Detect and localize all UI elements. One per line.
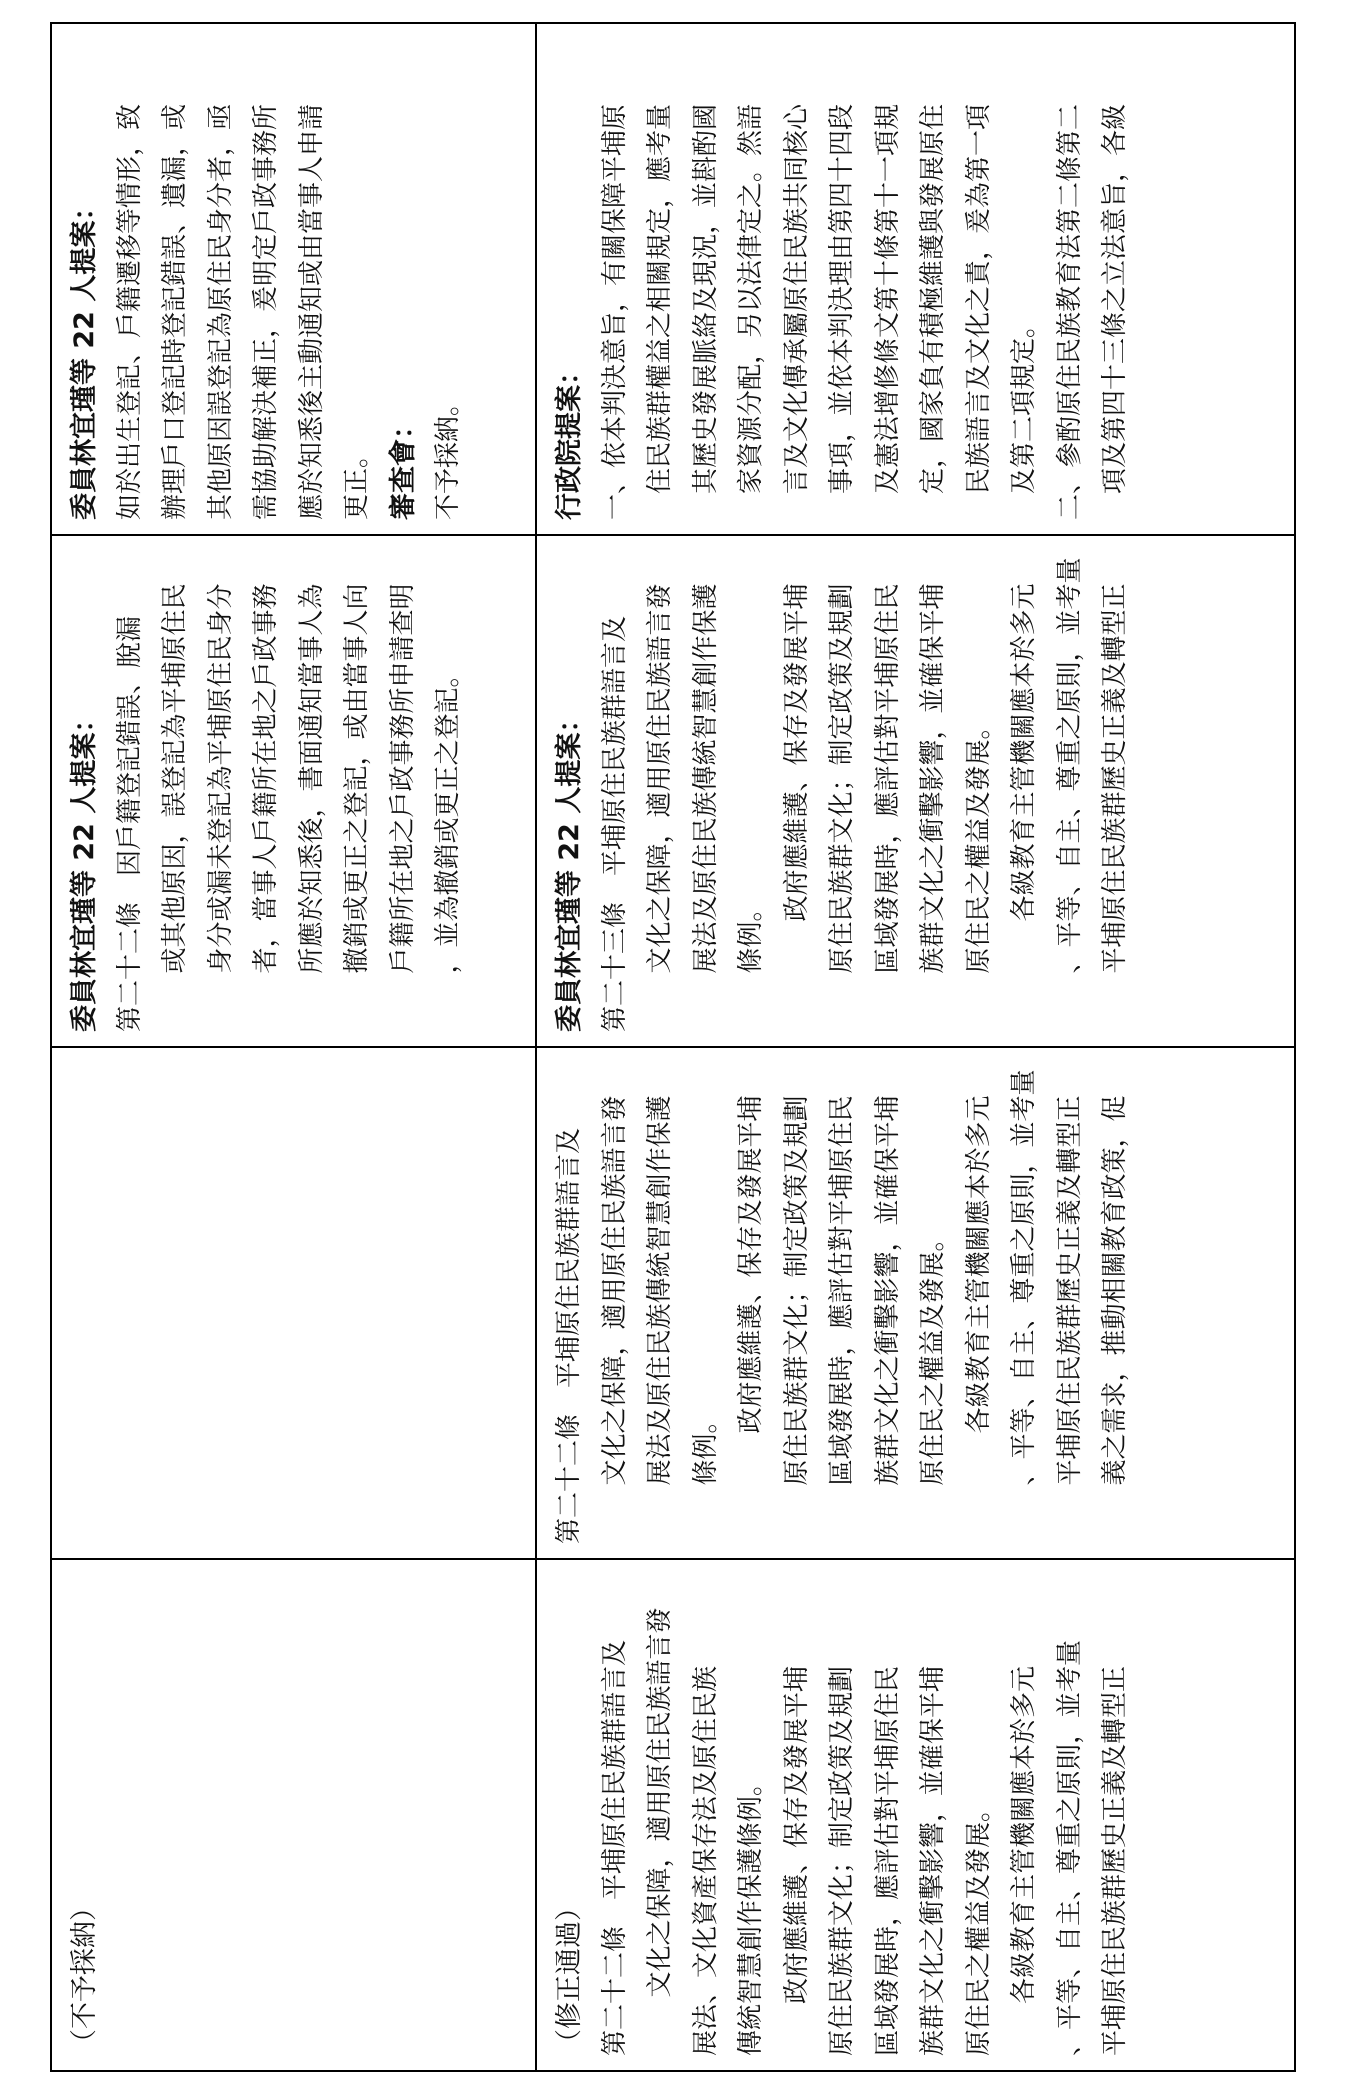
table-row [51,23,536,2071]
proposal-header: 行政院提案： [554,358,585,520]
text-line: ，並為撤銷或更正之登記。 [433,661,463,974]
text-line: 區域發展時，應評估對平埔原住民 [872,1665,903,2056]
text-line: 區域發展時，應評估對平埔原住民 [827,1095,857,1486]
text-line: 第二十二條 平埔原住民族群語言及 [554,1127,584,1544]
text-line: 言及文化傳承屬原住民族共同核心 [781,103,812,494]
text-line: 政府應維護、保存及發展平埔 [781,1665,812,2004]
text-line: 身分或漏未登記為平埔原住民身分 [205,583,236,974]
proposal-header: 委員林宜瑾等 22 人提案： [554,705,585,1032]
text-line: 文化之保障，適用原住民族語言發 [645,583,675,974]
cell-r2-c2 [536,1047,1295,1559]
text-line: 平埔原住民族群歷史正義及轉型正 [1054,1095,1085,1486]
text-line: 平埔原住民族群歷史正義及轉型正 [1100,583,1130,974]
text-line: 辦理戶口登記時登記錯誤、遺漏，或 [160,103,190,520]
text-line: 原住民之權益及發展。 [963,1795,994,2056]
text-line: 如於出生登記、戶籍遷移等情形，致 [114,103,145,520]
text-line: 族群文化之衝擊影響，並確保平埔 [918,1665,948,2056]
cell-r2-c3 [536,535,1295,1047]
rotated-table-frame [50,22,1258,2072]
text-line: 原住民族群文化；制定政策及規劃 [781,1095,812,1486]
text-line: 傳統智慧創作保護條例。 [736,1769,766,2056]
text-line: 應於知悉後主動通知或由當事人申請 [296,103,327,520]
resolution-label: （不予採納） [69,1894,100,2056]
text-line: 及憲法增修條文第十條第十一項規 [872,103,903,494]
text-line: 文化之保障，適用原住民族語言發 [599,1095,630,1486]
cell-r1-c3 [51,535,536,1047]
cell-r1-c1 [51,1559,536,2071]
text-line: 原住民族群文化；制定政策及規劃 [827,583,857,974]
text-line: 條例。 [736,895,766,974]
text-line: 各級教育主管機關應本於多元 [1009,583,1039,922]
text-line: 、平等、自主、尊重之原則，並考量 [1054,1639,1085,2056]
cell-r2-c1 [536,1559,1295,2071]
review-text: 不予採納。 [433,389,463,520]
text-line: 戶籍所在地之戶政事務所申請查明 [387,583,418,974]
text-line: 撤銷或更正之登記，或由當事人向 [342,583,372,974]
text-line: 、平等、自主、尊重之原則，並考量 [1009,1069,1039,1486]
text-line: 更正。 [342,441,372,520]
text-line: 各級教育主管機關應本於多元 [963,1095,994,1434]
proposal-header: 委員林宜瑾等 22 人提案： [69,193,100,520]
text-line: 政府應維護、保存及發展平埔 [781,583,812,922]
text-line: 、平等、自主、尊重之原則，並考量 [1054,557,1085,974]
text-line: 項及第四十三條之立法意旨，各級 [1100,103,1130,494]
text-line: 其他原因誤登記為原住民身分者，亟 [205,103,236,520]
text-line: 政府應維護、保存及發展平埔 [736,1095,766,1434]
text-line: 及第二項規定。 [1009,311,1039,494]
text-line: 家資源分配，另以法律定之。然語 [736,103,766,494]
comparison-table [50,22,1296,2072]
table-row [536,23,1295,2071]
text-line: 原住民之權益及發展。 [918,1225,948,1486]
text-line: 民族語言及文化之責，爰為第一項 [963,103,994,494]
text-line: 二、參酌原住民族教育法第二條第二 [1054,103,1085,520]
text-line: 平埔原住民族群歷史正義及轉型正 [1100,1665,1130,2056]
text-line: 住民族群權益之相關規定，應考量 [645,103,675,494]
cell-r1-c4 [51,23,536,535]
text-line: 定，國家負有積極維護與發展原住 [918,103,948,494]
text-line: 一、依本判決意旨，有關保障平埔原 [599,103,630,520]
text-line: 展法及原住民族傳統智慧創作保護 [645,1095,675,1486]
resolution-label: （修正通過） [554,1894,585,2056]
text-line: 族群文化之衝擊影響，並確保平埔 [918,583,948,974]
text-line: 其歷史發展脈絡及現況，並斟酌國 [690,103,721,494]
text-line: 第二十二條 平埔原住民族群語言及 [599,1639,630,2056]
text-line: 各級教育主管機關應本於多元 [1009,1665,1039,2004]
text-line: 第二十三條 平埔原住民族群語言及 [599,615,630,1032]
text-line: 區域發展時，應評估對平埔原住民 [872,583,903,974]
text-line: 或其他原因，誤登記為平埔原住民 [160,583,190,974]
text-line: 展法、文化資產保存法及原住民族 [690,1665,721,2056]
cell-r2-c4 [536,23,1295,535]
text-line: 者，當事人戶籍所在地之戶政事務 [251,583,281,974]
proposal-header: 委員林宜瑾等 22 人提案： [69,705,100,1032]
text-line: 文化之保障，適用原住民族語言發 [645,1607,675,1998]
text-line: 原住民族群文化；制定政策及規劃 [827,1665,857,2056]
text-line: 條例。 [690,1407,721,1486]
review-label: 審查會： [387,412,419,520]
text-line: 展法及原住民族傳統智慧創作保護 [690,583,721,974]
text-line: 族群文化之衝擊影響，並確保平埔 [872,1095,903,1486]
text-line: 原住民之權益及發展。 [963,713,994,974]
text-line: 所應於知悉後，書面通知當事人為 [296,583,327,974]
text-line: 第二十二條 因戶籍登記錯誤、脫漏 [114,615,145,1032]
text-line: 事項，並依本判決理由第四十四段 [827,103,857,494]
cell-r1-c2 [51,1047,536,1559]
text-line: 需協助解決補正，爰明定戶政事務所 [251,103,281,520]
text-line: 義之需求，推動相關教育政策，促 [1100,1095,1130,1486]
